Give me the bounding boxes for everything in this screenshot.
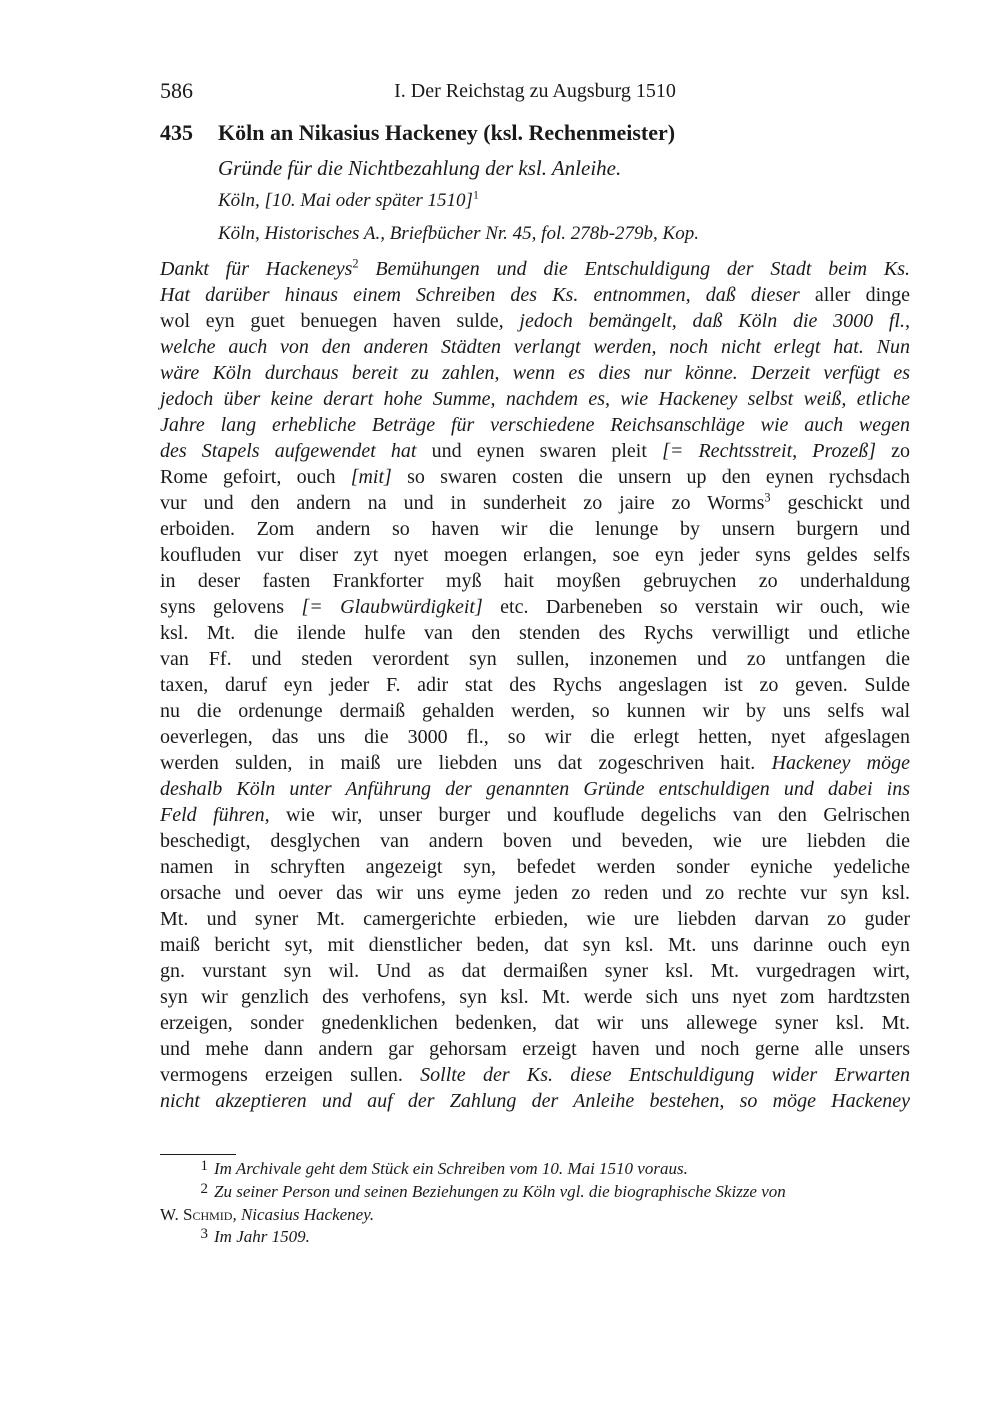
entry-number: 435 <box>160 120 193 145</box>
text-line: erboiden. Zom andern so haven wir die lenunge by unsern burgern und <box>160 518 910 540</box>
text-line: Jahre lang erhebliche Beträge für verschiedene Reichsanschläge wie auch wegen <box>160 414 910 436</box>
text-line: syn wir genzlich des verhofens, syn ksl. Mt. werde sich uns nyet zom hardtzsten <box>160 986 910 1008</box>
text-line: oeverlegen, das uns die 3000 fl., so wir die erlegt hetten, nyet afgeslagen <box>160 726 910 748</box>
entry-date <box>218 190 479 212</box>
footnote-author: W. Schmid <box>160 1205 233 1224</box>
footnote-2 <box>160 1181 910 1204</box>
text-line: jedoch über keine derart hohe Summe, nachdem es, wie Hackeney selbst weiß, etliche <box>160 388 910 410</box>
footnote-number: 2 <box>200 1181 208 1197</box>
text-line: van Ff. und steden verordent syn sullen, inzonemen und zo untfangen die <box>160 648 910 670</box>
footnote-ref-1: 1 <box>472 188 479 202</box>
running-head: I. Der Reichstag zu Augsburg 1510 <box>394 80 676 102</box>
text-line: Rome gefoirt, ouch [mit] so swaren costen die unsern up den eynen rychsdach <box>160 466 910 488</box>
text-line: werden sulden, in maiß ure liebden uns dat zogeschriven hait. Hackeney möge <box>160 752 910 774</box>
entry-date-text: Köln, [10. Mai oder später 1510] <box>218 190 473 211</box>
text-line: orsache und oever das wir uns eyme jeden zo reden und zo rechte vur syn ksl. <box>160 882 910 904</box>
body-text <box>160 256 910 1114</box>
footnote-number: 1 <box>200 1158 208 1174</box>
text-line: namen in schryften angezeigt syn, befedet werden sonder eyniche yedeliche <box>160 856 910 878</box>
text-line: gn. vurstant syn wil. Und as dat dermaißen syner ksl. Mt. vurgedragen wirt, <box>160 960 910 982</box>
entry-source: Köln, Historisches A., Briefbücher Nr. 45, fol. 278b-279b, Kop. <box>218 223 699 244</box>
text-line: wäre Köln durchaus bereit zu zahlen, wenn es dies nur könne. Derzeit verfügt es <box>160 362 910 384</box>
footnote-text: Zu seiner Person und seinen Beziehungen zu Köln vgl. die biographische Skizze von <box>214 1182 786 1201</box>
text-line: beschedigt, desglychen van andern boven und beveden, wie ure liebden die <box>160 830 910 852</box>
footnotes <box>160 1158 910 1249</box>
text-line: Feld führen, wie wir, unser burger und kouflude degelichs van den Gelrischen <box>160 804 910 826</box>
text-line: vermogens erzeigen sullen. Sollte der Ks. diese Entschuldigung wider Erwarten <box>160 1064 910 1086</box>
text-line: Dankt für Hackeneys$^2$ Bemühungen und die Entschuldigung der Stadt beim Ks. <box>160 256 910 280</box>
entry-subtitle: Gründe für die Nichtbezahlung der ksl. Anleihe. <box>218 156 622 180</box>
footnote-reference: , Nicasius Hackeney. <box>232 1205 375 1224</box>
text-line: koufluden vur diser zyt nyet moegen erlangen, soe eyn jeder syns geldes selfs <box>160 544 910 566</box>
footnote-ref-2: 2 <box>352 256 359 271</box>
text-line: in deser fasten Frankforter myß hait moyßen gebruychen zo underhaldung <box>160 570 910 592</box>
text-line: Hat darüber hinaus einem Schreiben des Ks. entnommen, daß dieser aller dinge <box>160 284 910 306</box>
footnote-3 <box>160 1226 910 1249</box>
footnote-text: Im Jahr 1509. <box>214 1227 310 1246</box>
footnote-ref-3: 3 <box>764 490 771 505</box>
text-line: taxen, daruf eyn jeder F. adir stat des Rychs angeslagen ist zo geven. Sulde <box>160 674 910 696</box>
footnote-number: 3 <box>200 1226 208 1242</box>
text-line: erzeigen, sonder gnedenklichen bedenken, dat wir uns allewege syner ksl. Mt. <box>160 1012 910 1034</box>
text-line: syns gelovens [= Glaubwürdigkeit] etc. Darbeneben so verstain wir ouch, wie <box>160 596 910 618</box>
text-line: vur und den andern na und in sunderheit zo jaire zo Worms$^3$ geschickt und <box>160 490 911 514</box>
text-line: des Stapels aufgewendet hat und eynen swaren pleit [= Rechtsstreit, Prozeß] zo <box>160 440 910 462</box>
text-line: wol eyn guet benuegen haven sulde, jedoch bemängelt, daß Köln die 3000 fl., <box>160 310 910 332</box>
text-line: ksl. Mt. die ilende hulfe van den stenden des Rychs verwilligt und etliche <box>160 622 910 644</box>
footnote-1 <box>160 1158 910 1181</box>
page-number: 586 <box>160 78 193 103</box>
text-line: maiß bericht syt, mit dienstlicher beden, dat syn ksl. Mt. uns darinne ouch eyn <box>160 934 910 956</box>
entry-title: Köln an Nikasius Hackeney (ksl. Rechenmeister) <box>218 120 676 145</box>
text-line: nicht akzeptieren und auf der Zahlung der Anleihe bestehen, so möge Hackeney <box>160 1090 910 1112</box>
footnote-2-continuation <box>160 1204 910 1226</box>
text-line: und mehe dann andern gar gehorsam erzeigt haven und noch gerne alle unsers <box>160 1038 910 1060</box>
text-line: deshalb Köln unter Anführung der genannten Gründe entschuldigen und dabei ins <box>160 778 910 800</box>
text-line: welche auch von den anderen Städten verlangt werden, noch nicht erlegt hat. Nun <box>160 336 910 358</box>
text-line: Mt. und syner Mt. camergerichte erbieden, wie ure liebden darvan zo guder <box>160 908 910 930</box>
footnote-text: Im Archivale geht dem Stück ein Schreiben vom 10. Mai 1510 voraus. <box>214 1159 688 1178</box>
text-line: nu die ordenunge dermaiß gehalden werden, so kunnen wir by uns selfs wal <box>160 700 910 722</box>
